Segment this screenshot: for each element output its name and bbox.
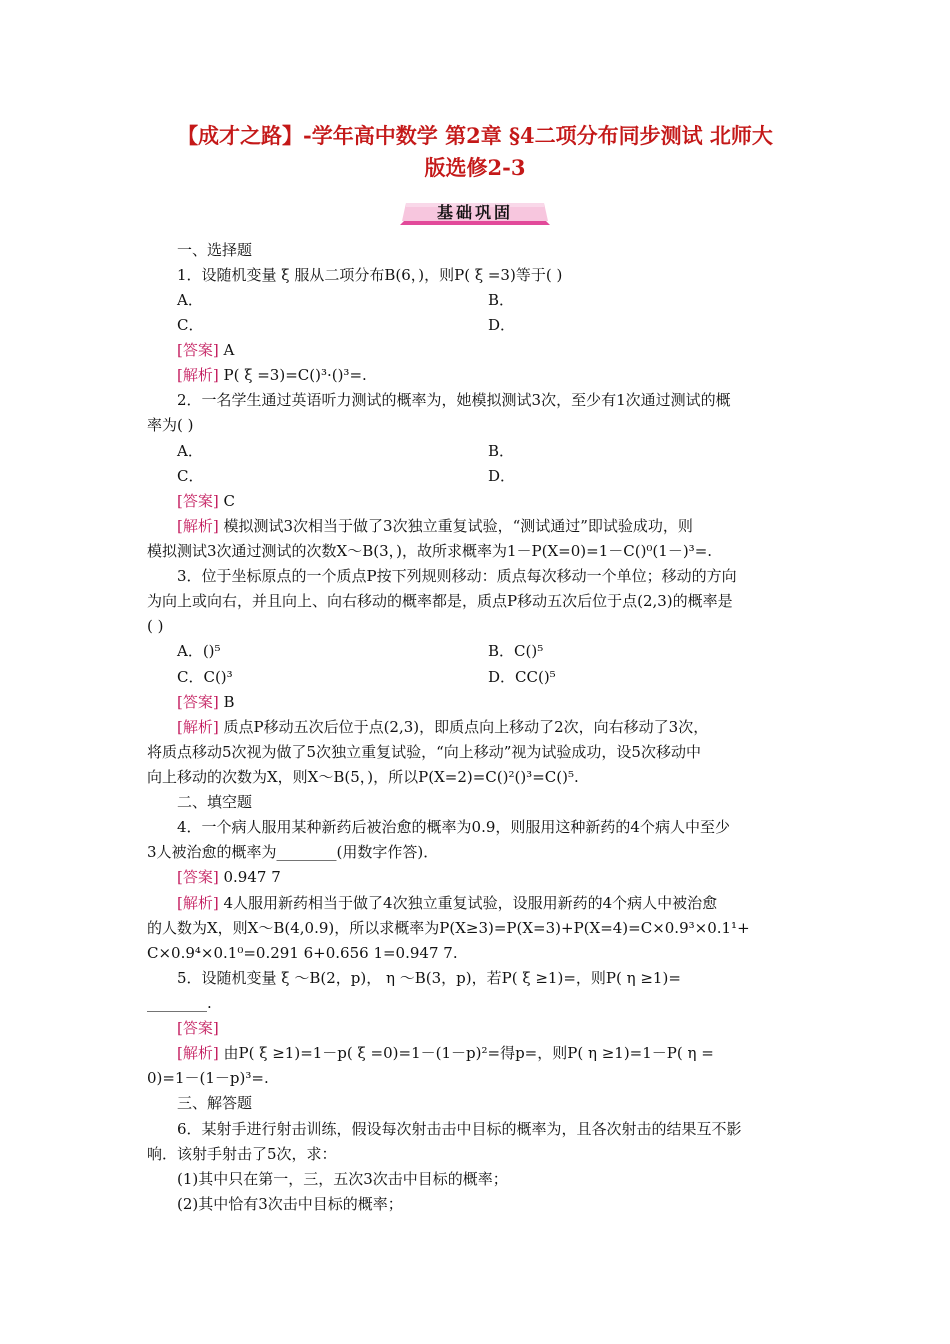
analysis-line xyxy=(177,365,367,385)
line-text: B xyxy=(218,693,235,711)
text-line xyxy=(177,1093,252,1113)
text-line xyxy=(147,993,212,1013)
line-text: 率为( ) xyxy=(147,416,194,434)
line-text: 三、解答题 xyxy=(177,1094,253,1112)
analysis-line xyxy=(177,1043,714,1063)
analysis-line xyxy=(177,516,693,536)
line-text: D． xyxy=(488,316,516,334)
text-line xyxy=(147,616,163,636)
line-text: A． xyxy=(177,291,203,309)
text-line xyxy=(177,817,730,837)
line-text: 5．设随机变量 ξ ～B(2，p)， η ～B(3，p)，若P( ξ ≥1)=，则P( η ≥1)= xyxy=(177,969,681,987)
line-text: 模拟测试3次相当于做了3次独立重复试验，“测试通过”即试验成功，则 xyxy=(218,517,693,535)
line-text: 响．该射手射击了5次，求： xyxy=(147,1145,337,1163)
line-text: D．CC()⁵ xyxy=(488,668,556,686)
line-text: B． xyxy=(488,442,515,460)
answer-line xyxy=(177,340,234,360)
text-line xyxy=(147,918,750,938)
document-title-line-2: 版选修2-3 xyxy=(424,155,526,180)
line-text: 4．一个病人服用某种新药后被治愈的概率为0.9，则服用这种新药的4个病人中至少 xyxy=(177,818,730,836)
document-title-line-1: 【成才之路】-学年高中数学 第2章 §4二项分布同步测试 北师大 xyxy=(177,123,773,148)
line-text: 0)=1－(1－p)³=. xyxy=(147,1069,269,1087)
line-text: 0.947 7 xyxy=(218,868,281,886)
line-text: ( ) xyxy=(147,617,164,635)
line-text: 质点P移动五次后位于点(2,3)，即质点向上移动了2次，向右移动了3次， xyxy=(218,718,709,736)
text-line xyxy=(147,591,733,611)
line-text: C． xyxy=(177,467,204,485)
text-line xyxy=(177,1169,508,1189)
text-line xyxy=(488,466,515,486)
text-line xyxy=(147,742,701,762)
answer-tag: [答案] xyxy=(177,492,219,510)
text-line xyxy=(177,315,203,335)
line-text: 将质点移动5次视为做了5次独立重复试验，“向上移动”视为试验成功，设5次移动中 xyxy=(147,743,701,761)
line-text: C xyxy=(218,492,235,510)
text-line xyxy=(177,441,203,461)
line-text: 1．设随机变量 ξ 服从二项分布B(6，)，则P( ξ =3)等于( ) xyxy=(177,266,563,284)
line-text: A．()⁵ xyxy=(177,642,221,660)
line-text: 一、选择题 xyxy=(177,241,253,259)
text-line xyxy=(177,240,252,260)
text-line xyxy=(177,968,681,988)
line-text: 2．一名学生通过英语听力测试的概率为，她模拟测试3次，至少有1次通过测试的概 xyxy=(177,391,731,409)
text-line xyxy=(177,641,221,661)
answer-tag: [答案] xyxy=(177,868,219,886)
line-text: (2)其中恰有3次击中目标的概率； xyxy=(177,1195,403,1213)
section-banner xyxy=(398,201,552,227)
line-text: 为向上或向右，并且向上、向右移动的概率都是，质点P移动五次后位于点(2,3)的概率是 xyxy=(147,592,733,610)
answer-tag: [答案] xyxy=(177,341,219,359)
text-line xyxy=(177,390,731,410)
text-line xyxy=(177,667,233,687)
line-text: A． xyxy=(177,442,203,460)
analysis-tag: [解析] xyxy=(177,894,219,912)
answer-line xyxy=(177,1018,219,1038)
line-text: 向上移动的次数为X，则X～B(5，)，所以P(X=2)=C()²()³=C()⁵. xyxy=(147,768,579,786)
line-text: D． xyxy=(488,467,516,485)
line-text: (1)其中只在第一，三，五次3次击中目标的概率； xyxy=(177,1170,508,1188)
text-line xyxy=(147,1068,269,1088)
line-text: 6．某射手进行射击训练，假设每次射击击中目标的概率为，且各次射击的结果互不影 xyxy=(177,1120,742,1138)
text-line xyxy=(488,315,515,335)
text-line xyxy=(177,1194,403,1214)
line-text: 3．位于坐标原点的一个质点P按下列规则移动：质点每次移动一个单位；移动的方向 xyxy=(177,567,737,585)
text-line xyxy=(177,265,562,285)
answer-tag: [答案] xyxy=(177,693,219,711)
analysis-line xyxy=(177,717,708,737)
analysis-line xyxy=(177,893,717,913)
analysis-tag: [解析] xyxy=(177,1044,219,1062)
text-line xyxy=(147,415,193,435)
text-line xyxy=(488,441,514,461)
text-line xyxy=(147,943,458,963)
text-line xyxy=(177,566,737,586)
line-text: 二、填空题 xyxy=(177,793,253,811)
line-text: C．C()³ xyxy=(177,668,233,686)
line-text: 的人数为X，则X～B(4,0.9)，所以求概率为P(X≥3)=P(X=3)+P(X=4)=C×0.9³×0.1¹+ xyxy=(147,919,750,937)
line-text: B． xyxy=(488,291,515,309)
text-line xyxy=(147,767,579,787)
text-line xyxy=(488,641,543,661)
text-line xyxy=(177,290,203,310)
line-text: C． xyxy=(177,316,204,334)
line-text: A xyxy=(218,341,235,359)
text-line xyxy=(488,290,514,310)
text-line xyxy=(147,541,712,561)
analysis-tag: [解析] xyxy=(177,517,219,535)
line-text: B．C()⁵ xyxy=(488,642,544,660)
line-text: 模拟测试3次通过测试的次数X～B(3，)，故所求概率为1－P(X=0)=1－C()⁰(1－)³=. xyxy=(147,542,713,560)
line-text: ________. xyxy=(147,994,212,1012)
line-text: P( ξ =3)=C()³·()³=. xyxy=(218,366,367,384)
answer-tag: [答案] xyxy=(177,1019,219,1037)
text-line xyxy=(177,466,203,486)
line-text: 4人服用新药相当于做了4次独立重复试验，设服用新药的4个病人中被治愈 xyxy=(218,894,718,912)
line-text: 由P( ξ ≥1)=1－p( ξ =0)=1－(1－p)²=得p=，则P( η ≥1)=1－P( η = xyxy=(218,1044,714,1062)
analysis-tag: [解析] xyxy=(177,718,219,736)
banner-text: 基础巩固 xyxy=(436,203,513,222)
text-line xyxy=(147,1144,337,1164)
text-line xyxy=(488,667,556,687)
text-line xyxy=(177,792,252,812)
text-line xyxy=(147,842,438,862)
answer-line xyxy=(177,867,281,887)
text-line xyxy=(177,1119,742,1139)
answer-line xyxy=(177,491,235,511)
line-text: 3人被治愈的概率为________(用数字作答)． xyxy=(147,843,439,861)
line-text: C×0.9⁴×0.1⁰=0.291 6+0.656 1=0.947 7. xyxy=(147,944,458,962)
analysis-tag: [解析] xyxy=(177,366,219,384)
answer-line xyxy=(177,692,235,712)
